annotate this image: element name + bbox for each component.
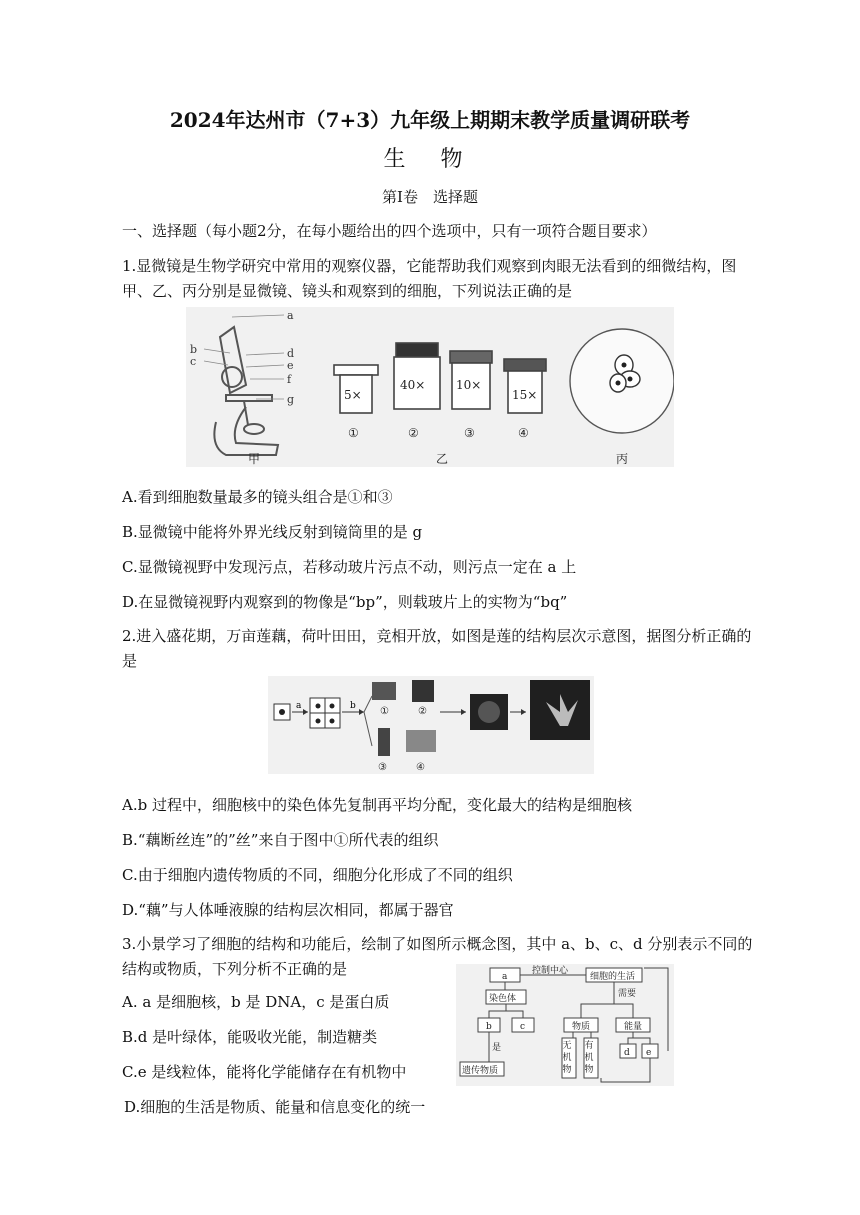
lens-3-mag: 10× bbox=[456, 378, 482, 392]
lens-3-num: ③ bbox=[464, 426, 475, 440]
exam-title: 2024年达州市（7+3）九年级上期期末教学质量调研联考 bbox=[169, 108, 691, 132]
tissue-4-num: ④ bbox=[416, 762, 425, 773]
lens-1-cap bbox=[334, 365, 378, 375]
tissue-4-image bbox=[406, 730, 436, 752]
question-2-option-c: C.由于细胞内遗传物质的不同，细胞分化形成了不同的组织 bbox=[122, 866, 513, 884]
concept-node-organic: 有机物 bbox=[584, 1041, 594, 1075]
concept-node-a: a bbox=[502, 972, 508, 982]
concept-node-c: c bbox=[520, 1022, 526, 1032]
subject-title: 生 物 bbox=[383, 147, 477, 172]
question-1-figure bbox=[186, 307, 674, 467]
microscope-image bbox=[214, 327, 278, 455]
section-instruction: 一、选择题（每小题2分，在每小题给出的四个选项中，只有一项符合题目要求） bbox=[122, 222, 657, 240]
concept-node-matter: 物质 bbox=[572, 1022, 591, 1032]
lens-1-num: ① bbox=[348, 426, 359, 440]
fig1-label-a: a bbox=[287, 309, 294, 322]
question-3-concept-map bbox=[456, 964, 674, 1086]
concept-node-energy: 能量 bbox=[624, 1022, 643, 1032]
lens-4-mag: 15× bbox=[512, 388, 538, 402]
question-2-option-a: A.b 过程中，细胞核中的染色体先复制再平均分配，变化最大的结构是细胞核 bbox=[122, 796, 632, 814]
tissue-3-image bbox=[378, 728, 390, 756]
fig1-label-g: g bbox=[287, 393, 295, 406]
question-3-option-d: D.细胞的生活是物质、能量和信息变化的统一 bbox=[124, 1098, 426, 1116]
concept-label-is: 是 bbox=[492, 1043, 502, 1053]
part-heading: 第Ⅰ卷 选择题 bbox=[382, 188, 478, 206]
concept-node-d: d bbox=[624, 1048, 630, 1058]
lens-2-mag: 40× bbox=[400, 378, 426, 392]
question-1-option-b: B.显微镜中能将外界光线反射到镜筒里的是 g bbox=[122, 523, 423, 541]
tissue-2-image bbox=[412, 680, 434, 702]
tissue-1-num: ① bbox=[380, 706, 389, 717]
fig1-caption-bing: 丙 bbox=[616, 452, 629, 466]
fig1-label-f: f bbox=[287, 373, 292, 386]
fig1-label-d: d bbox=[287, 347, 295, 360]
concept-node-inorganic: 无机物 bbox=[562, 1041, 572, 1075]
fig2-arrow-a: a bbox=[296, 701, 302, 711]
question-3-option-c: C.e 是线粒体，能将化学能储存在有机物中 bbox=[122, 1063, 407, 1081]
concept-node-e: e bbox=[646, 1048, 652, 1058]
fig1-label-b: b bbox=[190, 343, 198, 356]
lens-2-num: ② bbox=[408, 426, 419, 440]
question-2-option-b: B.“藕断丝连”的”丝”来自于图中①所代表的组织 bbox=[122, 831, 439, 849]
question-1-option-a: A.看到细胞数量最多的镜头组合是①和③ bbox=[122, 488, 393, 506]
lens-3-cap bbox=[450, 351, 492, 363]
tissue-3-num: ③ bbox=[378, 762, 387, 773]
lens-4-num: ④ bbox=[518, 426, 529, 440]
question-3-option-b: B.d 是叶绿体，能吸收光能，制造糖类 bbox=[122, 1028, 378, 1046]
fig1-label-c: c bbox=[190, 355, 197, 368]
question-3-stem: 3.小景学习了细胞的结构和功能后，绘制了如图所示概念图，其中 a、b、c、d 分别表示不同的结构或物质，下列分析不正确的是 bbox=[122, 935, 753, 978]
concept-node-cell-life: 细胞的生活 bbox=[590, 972, 636, 982]
concept-node-genetic-material: 遗传物质 bbox=[462, 1066, 499, 1076]
fig1-caption-jia: 甲 bbox=[248, 452, 261, 466]
tissue-1-image bbox=[372, 682, 396, 700]
question-2-stem: 2.进入盛花期，万亩莲藕，荷叶田田，竞相开放，如图是莲的结构层次示意图，据图分析正确的是 bbox=[122, 627, 752, 670]
question-1-stem: 1.显微镜是生物学研究中常用的观察仪器，它能帮助我们观察到肉眼无法看到的细微结构，图甲、乙、丙分别是显微镜、镜头和观察到的细胞，下列说法正确的是 bbox=[122, 257, 737, 300]
question-3-option-a: A. a 是细胞核，b 是 DNA，c 是蛋白质 bbox=[122, 993, 390, 1011]
question-2-figure bbox=[268, 676, 594, 774]
question-1-option-d: D.在显微镜视野内观察到的物像是“bp”，则载玻片上的实物为“bq” bbox=[122, 593, 568, 611]
lens-1-mag: 5× bbox=[344, 388, 362, 402]
question-2-option-d: D.“藕”与人体唾液腺的结构层次相同，都属于器官 bbox=[122, 901, 454, 919]
concept-label-need: 需要 bbox=[618, 989, 637, 999]
concept-node-chromosome: 染色体 bbox=[489, 994, 517, 1004]
tissue-2-num: ② bbox=[418, 706, 427, 717]
fig2-arrow-b: b bbox=[350, 701, 356, 711]
concept-label-control-center: 控制中心 bbox=[532, 966, 569, 976]
question-1-option-c: C.显微镜视野中发现污点，若移动玻片污点不动，则污点一定在 a 上 bbox=[122, 558, 577, 576]
lens-4-cap bbox=[504, 359, 546, 371]
concept-node-b: b bbox=[486, 1022, 492, 1032]
fig1-label-e: e bbox=[287, 359, 294, 372]
fig1-caption-yi: 乙 bbox=[436, 452, 449, 466]
lens-2-cap bbox=[396, 343, 438, 357]
